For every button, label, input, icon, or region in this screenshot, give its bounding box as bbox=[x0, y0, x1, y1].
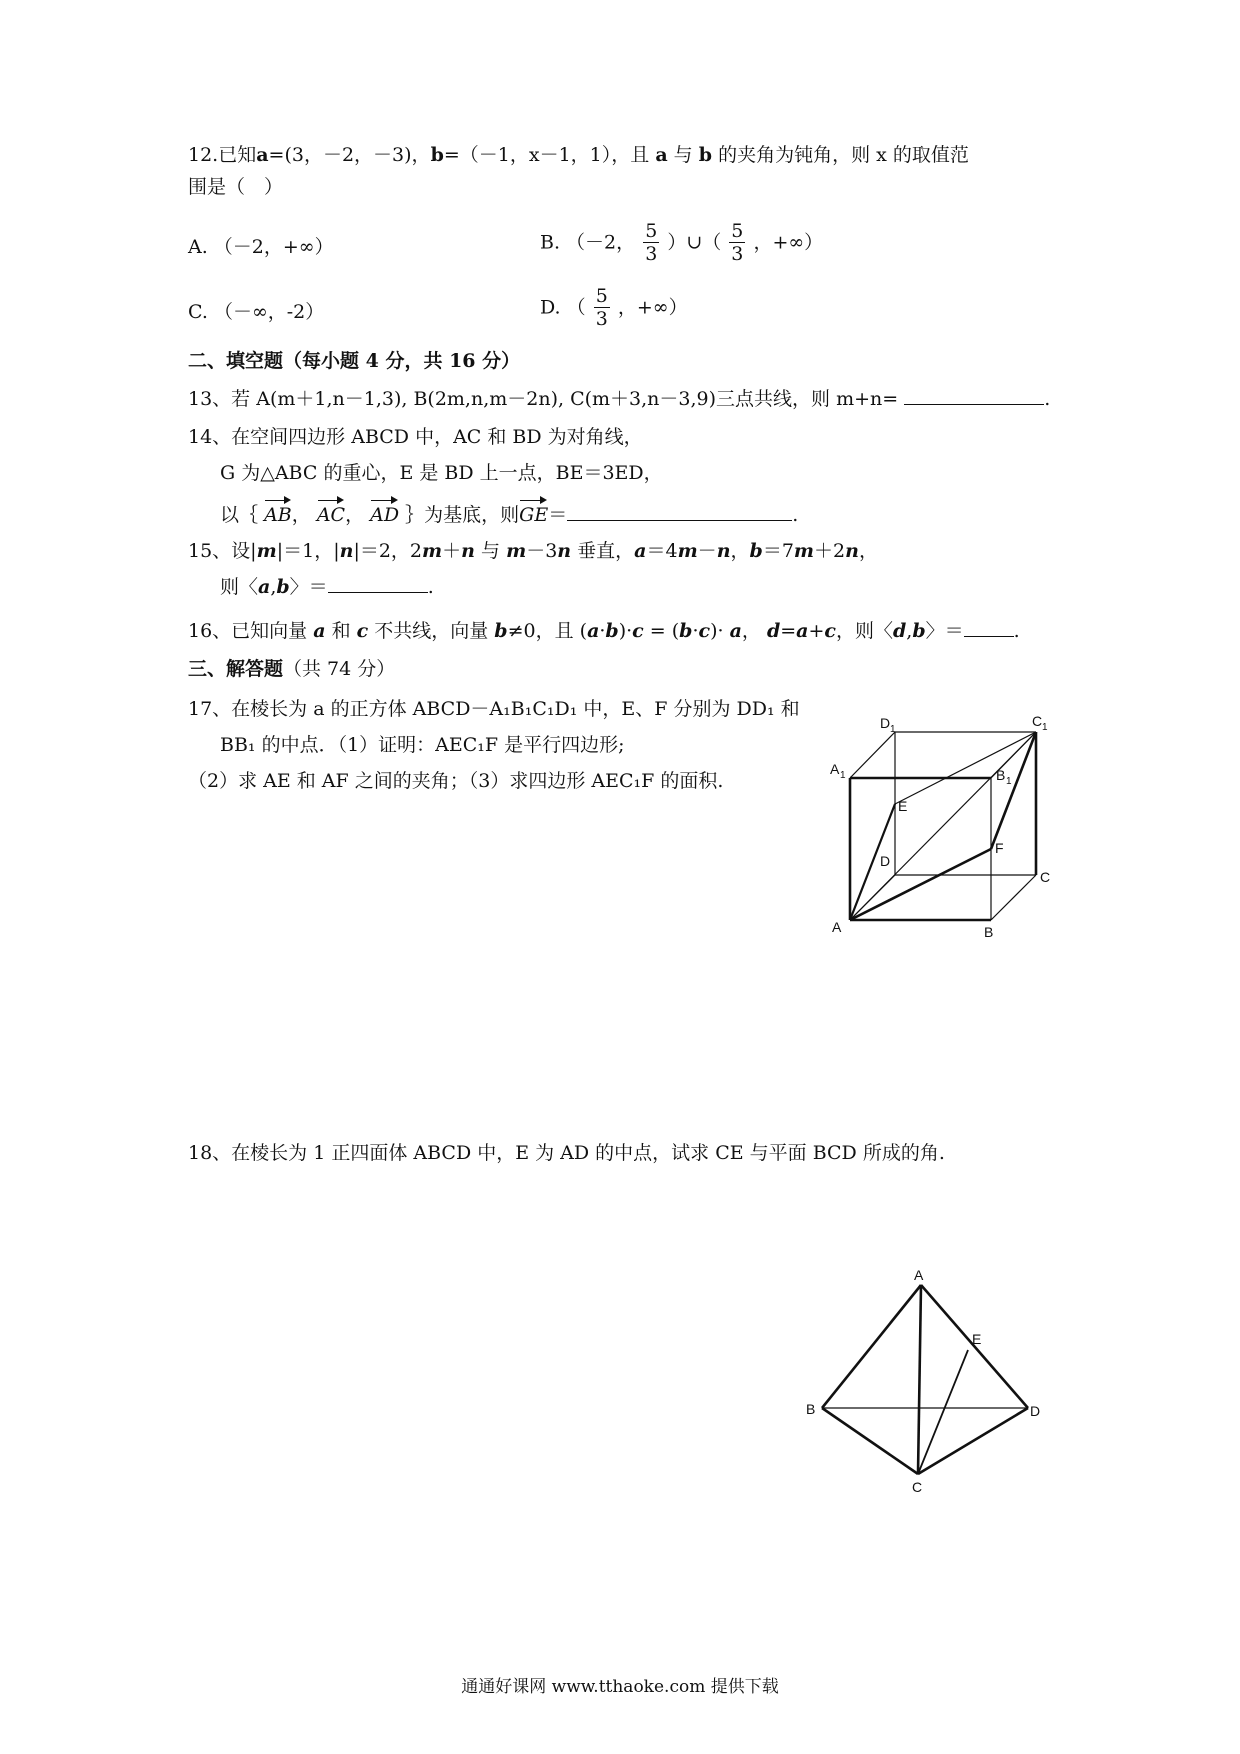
label-F: F bbox=[995, 840, 1004, 856]
label-A: A bbox=[914, 1267, 924, 1283]
q12-line2: 围是（ ） bbox=[188, 176, 284, 198]
q14-line1: 14、在空间四边形 ABCD 中，AC 和 BD 为对角线， bbox=[188, 426, 643, 448]
q12-line1: 12.已知a=(3，－2，－3)，b=（－1，x－1，1），且 a 与 b 的夹角为钝角，则 x 的取值范 bbox=[188, 144, 969, 166]
label-A1: A bbox=[830, 761, 840, 777]
q12-option-c: C. （－∞，-2） bbox=[188, 301, 325, 323]
answer-blank bbox=[328, 574, 428, 593]
answer-blank bbox=[904, 386, 1044, 405]
q12-option-a: A. （－2，+∞） bbox=[188, 236, 334, 258]
label-C1: C bbox=[1032, 713, 1043, 729]
svg-text:1: 1 bbox=[1042, 722, 1048, 733]
label-D1: D bbox=[880, 715, 891, 731]
label-C: C bbox=[912, 1479, 923, 1495]
fraction-5-3: $\frac{5}{3}$ bbox=[595, 285, 608, 330]
section-3-title: 三、解答题（共 74 分） bbox=[188, 658, 396, 680]
q17-line3: （2）求 AE 和 AF 之间的夹角；（3）求四边形 AEC₁F 的面积. bbox=[188, 770, 724, 792]
answer-blank bbox=[567, 502, 792, 521]
cube-figure bbox=[820, 710, 1060, 950]
q12-option-b: B. （－2， $\frac{5}{3}$ ）∪（ $\frac{5}{3}$ ，+∞） bbox=[540, 220, 824, 265]
q12-option-d: D. （ $\frac{5}{3}$ ，+∞） bbox=[540, 285, 688, 330]
fraction-5-3: $\frac{5}{3}$ bbox=[731, 220, 744, 265]
q14-line2: G 为△ABC 的重心，E 是 BD 上一点，BE＝3ED， bbox=[220, 462, 663, 484]
answer-blank bbox=[964, 618, 1014, 637]
label-B1: B bbox=[996, 767, 1006, 783]
q18-line1: 18、在棱长为 1 正四面体 ABCD 中，E 为 AD 的中点，试求 CE 与平面 BCD 所成的角. bbox=[188, 1142, 945, 1164]
q15-line2: 则〈a,b〉＝ . bbox=[220, 576, 434, 598]
tetrahedron-figure bbox=[800, 1260, 1040, 1500]
label-B: B bbox=[806, 1401, 816, 1417]
fraction-5-3: $\frac{5}{3}$ bbox=[645, 220, 658, 265]
label-E: E bbox=[898, 798, 908, 814]
label-D: D bbox=[880, 853, 891, 869]
svg-text:1: 1 bbox=[890, 724, 896, 735]
q16: 16、已知向量 a 和 c 不共线，向量 b≠0，且 (a·b)·c = (b·c)· a， d=a+c，则〈d,b〉＝ . bbox=[188, 620, 1020, 642]
q17-line2: BB₁ 的中点．（1）证明：AEC₁F 是平行四边形; bbox=[220, 734, 625, 756]
svg-text:1: 1 bbox=[840, 770, 846, 781]
label-C: C bbox=[1040, 869, 1051, 885]
q13: 13、若 A(m＋1,n－1,3), B(2m,n,m－2n), C(m＋3,n－3,9)三点共线，则 m+n= . bbox=[188, 388, 1051, 410]
section-2-title: 二、填空题（每小题 4 分，共 16 分） bbox=[188, 350, 521, 372]
label-A: A bbox=[832, 919, 842, 935]
label-E: E bbox=[972, 1331, 982, 1347]
q17-line1: 17、在棱长为 a 的正方体 ABCD－A₁B₁C₁D₁ 中，E、F 分别为 DD₁ 和 bbox=[188, 698, 800, 720]
label-D: D bbox=[1030, 1403, 1040, 1419]
q15-line1: 15、设|m|＝1，|n|＝2，2m＋n 与 m－3n 垂直，a＝4m－n，b＝7m＋2n， bbox=[188, 540, 878, 562]
label-B: B bbox=[984, 924, 994, 940]
svg-text:1: 1 bbox=[1006, 776, 1012, 787]
q14-line3: 以｛ AB， AC， AD ｝为基底，则GE＝ . bbox=[220, 498, 798, 528]
footer-source: 通通好课网 www.tthaoke.com 提供下载 bbox=[461, 1677, 779, 1697]
